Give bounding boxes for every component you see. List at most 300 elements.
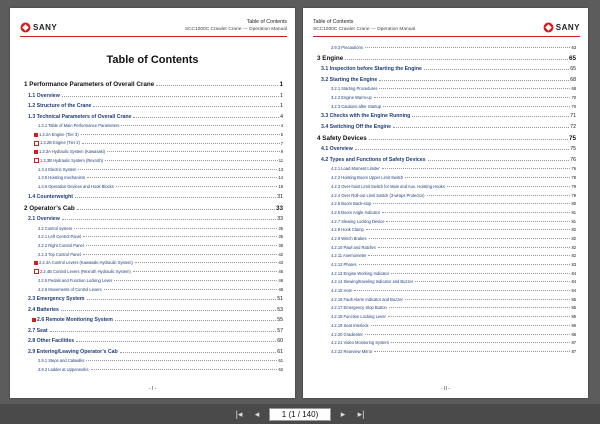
toc-entry-page: 68 xyxy=(571,86,576,92)
toc-entry-page: 86 xyxy=(571,331,576,337)
toc-entry[interactable] xyxy=(317,130,576,142)
dot-leader xyxy=(104,288,278,290)
toc-entry[interactable] xyxy=(24,154,283,163)
toc-entry-text: 2.8 Other Facilities xyxy=(28,338,75,344)
toc-entry[interactable] xyxy=(317,310,576,319)
toc-entry[interactable] xyxy=(317,163,576,172)
toc-entry[interactable] xyxy=(24,292,283,303)
toc-entry[interactable] xyxy=(24,283,283,292)
toc-entry-text: 2.9.1 Steps and Catwalks xyxy=(38,358,85,364)
toc-entry-label xyxy=(38,123,119,128)
toc-entry-label xyxy=(34,149,105,154)
toc-entry[interactable] xyxy=(24,265,283,274)
toc-entry-label xyxy=(28,307,59,313)
dot-leader xyxy=(373,202,570,204)
toc-entry-label xyxy=(38,167,76,172)
toc-entry-text: 2.1 Overview xyxy=(28,216,60,222)
dot-leader xyxy=(382,167,571,169)
toc-entry-label xyxy=(321,157,426,163)
toc-entry-text: 2.2.3 Top Control Panel xyxy=(38,251,81,257)
toc-entry[interactable] xyxy=(24,172,283,181)
toc-entry[interactable] xyxy=(24,180,283,189)
toc-entry-page: 43 xyxy=(278,260,283,266)
document-page-left xyxy=(10,8,295,398)
toc-entry-text: 1.3.3B Hydraulic System (Rexroth) xyxy=(40,157,104,163)
toc-entry-page: 81 xyxy=(571,218,576,224)
toc-entry-page: 53 xyxy=(277,306,283,313)
toc-entry-label xyxy=(321,146,353,152)
dot-leader xyxy=(75,196,276,198)
dot-leader xyxy=(374,96,571,98)
toc-entry[interactable] xyxy=(317,72,576,83)
toc-entry[interactable] xyxy=(317,198,576,207)
dot-leader xyxy=(393,126,569,128)
toc-entry[interactable] xyxy=(317,284,576,293)
toc-entry[interactable] xyxy=(24,212,283,223)
dot-leader xyxy=(369,138,568,140)
toc-entry[interactable] xyxy=(24,231,283,240)
page-number: - I - xyxy=(148,386,157,392)
header-manual-name: SCC1000C Crawler Crane — Operation Manual xyxy=(313,27,416,32)
toc-entry[interactable] xyxy=(24,248,283,257)
toc-entry-label xyxy=(28,216,60,222)
revision-marker-icon xyxy=(34,269,39,274)
sany-logo xyxy=(20,22,57,33)
toc-entry-page: 84 xyxy=(571,270,576,276)
toc-entry[interactable] xyxy=(24,344,283,355)
header-manual-name: SCC1000C Crawler Crane — Operation Manual xyxy=(184,27,287,32)
toc-entry[interactable] xyxy=(317,83,576,92)
toc-entry-page: 72 xyxy=(570,123,576,130)
toc-entry-page: 82 xyxy=(571,235,576,241)
toc-entry[interactable] xyxy=(24,76,283,88)
document-page-right xyxy=(303,8,588,398)
toc-entry[interactable] xyxy=(317,62,576,73)
dot-leader xyxy=(388,315,571,317)
toc-entry-page: 38 xyxy=(278,243,283,249)
sany-logo xyxy=(543,22,580,33)
toc-list xyxy=(24,76,283,372)
toc-entry-label xyxy=(34,260,133,265)
dot-leader xyxy=(365,333,571,335)
dot-leader xyxy=(424,68,569,70)
toc-entry[interactable] xyxy=(317,293,576,302)
page-indicator[interactable]: 1 (1 / 140) xyxy=(269,408,331,421)
dot-leader xyxy=(447,185,571,187)
toc-entry-text: 4.2.5 Boom Back-stop xyxy=(331,201,372,207)
dot-leader xyxy=(82,142,280,144)
toc-entry-text: 3 Engine xyxy=(317,54,344,62)
dot-leader xyxy=(415,280,570,282)
header-doc-title: Table of Contents xyxy=(313,19,354,25)
toc-entry[interactable] xyxy=(317,302,576,311)
toc-entry-text: 2.7 Seat xyxy=(28,327,48,334)
dot-leader xyxy=(121,124,279,126)
toc-entry[interactable] xyxy=(317,50,576,62)
toc-entry[interactable] xyxy=(317,91,576,100)
toc-entry-page: 65 xyxy=(568,54,576,62)
dot-leader xyxy=(107,150,280,152)
toc-entry-text: 3.1 Inspection before Starting the Engine xyxy=(321,66,422,73)
toc-entry-label xyxy=(28,194,73,200)
toc-entry-text: 2.2.5 Pedals and Function Locking Lever xyxy=(38,277,113,283)
toc-entry[interactable] xyxy=(24,257,283,266)
dot-leader xyxy=(61,309,276,311)
toc-entry[interactable] xyxy=(317,41,576,50)
toc-entry-page: 14 xyxy=(278,175,283,181)
brand-name: SANY xyxy=(33,23,58,32)
toc-entry[interactable] xyxy=(24,163,283,172)
toc-entry[interactable] xyxy=(24,334,283,345)
last-page-icon[interactable]: ▸| xyxy=(357,408,365,419)
toc-entry[interactable] xyxy=(24,363,283,372)
toc-entry-text: 1.1 Overview xyxy=(28,92,60,99)
toc-entry-page: 71 xyxy=(570,113,576,120)
toc-entry[interactable] xyxy=(317,267,576,276)
toc-entry[interactable] xyxy=(317,171,576,180)
toc-entry-page: 82 xyxy=(571,227,576,233)
toc-entry-label xyxy=(331,271,389,276)
toc-entry-page: 85 xyxy=(571,296,576,302)
toc-entry-label xyxy=(38,287,102,292)
toc-entry-page: 13 xyxy=(278,166,283,172)
toc-entry-text: 4.2.2 Hoisting Boom Upper Limit Switch xyxy=(331,175,404,181)
dot-leader xyxy=(354,289,570,291)
dot-leader xyxy=(382,211,570,213)
dot-leader xyxy=(50,330,277,332)
toc-entry-label xyxy=(28,328,48,334)
dot-leader xyxy=(91,368,278,370)
toc-entry-page: 33 xyxy=(277,216,283,222)
toc-entry-text: 2.2.4B Control Levers (Rexroth Hydraulic System) xyxy=(40,268,131,274)
toc-entry-page: 5 xyxy=(280,131,283,137)
toc-entry[interactable] xyxy=(24,274,283,283)
toc-entry-page: 60 xyxy=(277,338,283,344)
header-text xyxy=(185,19,287,33)
toc-entry-text: 1.3 Technical Parameters of Overall Crane xyxy=(28,113,132,120)
toc-entry[interactable] xyxy=(24,99,283,110)
dot-leader xyxy=(355,148,569,150)
toc-entry-text: 4.2.14 Slewing/traveling Indicator and Buzzer xyxy=(331,279,414,285)
toc-entry-label xyxy=(331,245,376,250)
toc-entry-label xyxy=(28,349,118,355)
prev-page-icon[interactable]: ◂ xyxy=(254,408,260,419)
toc-entry-text: 4 Safety Devices xyxy=(317,134,367,142)
dot-leader xyxy=(405,298,571,300)
toc-entry-page: 63 xyxy=(571,44,576,50)
toc-entry-text: 4.2.3 Over-hoist Limit Switch for Main and Aux. Hoisting Hooks xyxy=(331,183,445,189)
toc-entry-label xyxy=(38,175,85,180)
toc-entry-text: 2.2 Control system xyxy=(38,225,73,231)
toc-entry-label xyxy=(38,184,114,189)
dot-leader xyxy=(405,176,570,178)
dot-leader xyxy=(87,298,277,300)
dot-leader xyxy=(386,220,570,222)
toc-entry-label xyxy=(331,253,366,258)
toc-entry-label xyxy=(38,278,112,283)
toc-entry-page: 57 xyxy=(277,327,283,334)
toc-entry[interactable] xyxy=(317,224,576,233)
revision-marker-icon xyxy=(34,150,38,154)
dot-leader xyxy=(389,306,571,308)
dot-leader xyxy=(93,105,279,107)
toc-entry[interactable] xyxy=(24,239,283,248)
dot-leader xyxy=(412,115,569,117)
dot-leader xyxy=(156,84,278,86)
toc-entry-page: 68 xyxy=(570,76,576,83)
toc-entry[interactable] xyxy=(317,142,576,153)
page-header xyxy=(313,14,580,37)
toc-entry[interactable] xyxy=(317,337,576,346)
toc-entry-page: 1 xyxy=(280,103,283,109)
toc-entry-text: 4.2.12 Phares xyxy=(331,262,357,267)
toc-entry-page: 42 xyxy=(278,251,283,257)
toc-entry-label xyxy=(34,140,80,145)
dot-leader xyxy=(62,95,279,97)
toc-list xyxy=(317,41,576,354)
toc-entry-text: 2.2.4A Control Levers (Kawasaki Hydraulic System) xyxy=(39,260,133,266)
dot-leader xyxy=(78,168,277,170)
toc-entry-text: 4.2.6 Boom Angle Indicator xyxy=(331,209,381,215)
toc-entry-page: 61 xyxy=(277,348,283,355)
toc-entry-page: 87 xyxy=(571,340,576,346)
toc-entry-label xyxy=(317,55,343,62)
toc-entry[interactable] xyxy=(317,328,576,337)
toc-entry-label xyxy=(331,279,413,284)
toc-entry[interactable] xyxy=(24,189,283,200)
dot-leader xyxy=(428,159,570,161)
toc-entry-text: 4.1 Overview xyxy=(321,146,353,153)
toc-entry-text: 1.3.5 Hoisting mechanism xyxy=(38,175,86,181)
dot-leader xyxy=(116,185,278,187)
toc-entry[interactable] xyxy=(317,119,576,130)
toc-entry[interactable] xyxy=(317,109,576,120)
toc-entry-label xyxy=(331,349,372,354)
page-header xyxy=(20,14,287,37)
toc-entry-label xyxy=(331,95,372,100)
toc-entry-page: 55 xyxy=(277,317,283,323)
toc-entry-label xyxy=(24,81,154,88)
toc-entry-label xyxy=(317,135,367,142)
toc-entry-label xyxy=(38,234,81,239)
toc-entry[interactable] xyxy=(317,215,576,224)
toc-entry-page: 70 xyxy=(571,95,576,101)
toc-entry-text: 4.2.18 Function Locking Lever xyxy=(331,314,386,320)
toc-entry-page: 11 xyxy=(278,157,283,163)
revision-marker-icon xyxy=(34,141,39,146)
toc-entry-text: 3.4 Switching Off the Engine xyxy=(321,123,392,130)
toc-entry[interactable] xyxy=(24,313,283,324)
toc-entry-label xyxy=(331,45,363,50)
page-title: Table of Contents xyxy=(106,54,199,66)
toc-entry[interactable] xyxy=(317,258,576,267)
dot-leader xyxy=(365,46,571,48)
dot-leader xyxy=(378,246,571,248)
dot-leader xyxy=(371,324,571,326)
toc-entry-text: 4.2.13 Engine Working Indicator xyxy=(331,270,390,276)
revision-marker-icon xyxy=(34,158,39,163)
toc-entry-page: 81 xyxy=(571,209,576,215)
toc-entry-page: 4 xyxy=(280,113,283,120)
dot-leader xyxy=(359,263,571,265)
toc-entry-label xyxy=(321,66,422,72)
toc-entry-page: 86 xyxy=(571,322,576,328)
toc-entry-page: 51 xyxy=(277,296,283,302)
toc-entry-label xyxy=(321,124,391,130)
toc-entry-label xyxy=(331,104,381,109)
toc-entry-label xyxy=(331,332,363,337)
toc-entry-text: 4.2.10 Pawl and Ratchet xyxy=(331,244,376,250)
toc-entry[interactable] xyxy=(24,137,283,146)
dot-leader xyxy=(115,319,276,321)
toc-entry-text: 4.2.7 Slewing Locking Device xyxy=(331,218,385,224)
dot-leader xyxy=(86,359,277,361)
toc-entry-label xyxy=(34,269,131,274)
toc-entry-page: 33 xyxy=(275,204,283,212)
toc-entry-text: 4.2.4 Over Roll-out Limit Switch (3-wraps Protector) xyxy=(331,192,425,198)
dot-leader xyxy=(369,237,571,239)
toc-entry-page: 1 xyxy=(280,92,283,99)
toc-entry-text: 4.2.1 Load Moment Limiter xyxy=(331,166,380,172)
toc-entry-page: 82 xyxy=(571,244,576,250)
toc-entry-label xyxy=(38,243,84,248)
toc-entry[interactable] xyxy=(24,302,283,313)
toc-entry[interactable] xyxy=(317,100,576,109)
toc-entry-label xyxy=(331,175,403,180)
toc-entry[interactable] xyxy=(24,200,283,212)
sany-logo-icon xyxy=(20,22,31,33)
toc-entry[interactable] xyxy=(317,180,576,189)
toc-entry-page: 46 xyxy=(278,277,283,283)
toc-entry-text: 4.2 Types and Functions of Safety Devices xyxy=(321,156,426,163)
toc-entry-page: 31 xyxy=(277,193,283,200)
toc-entry[interactable] xyxy=(317,319,576,328)
toc-entry[interactable] xyxy=(24,120,283,129)
next-page-icon[interactable]: ▸ xyxy=(340,408,346,419)
toc-entry-page: 45 xyxy=(278,269,283,275)
toc-entry-text: 3.3 Checks with the Engine Running xyxy=(321,113,411,120)
toc-entry-label xyxy=(331,184,445,189)
toc-entry-page: 79 xyxy=(571,192,576,198)
revision-marker-icon xyxy=(32,318,36,322)
toc-entry-label xyxy=(321,113,410,119)
header-doc-title: Table of Contents xyxy=(246,19,287,25)
toc-entry[interactable] xyxy=(24,88,283,99)
toc-entry-page: 85 xyxy=(571,314,576,320)
toc-entry-text: 4.2.9 Winch Brakes xyxy=(331,235,367,241)
toc-entry-text: 3.2.3 Cautions after Startup xyxy=(331,103,382,109)
toc-entry-text: 2.9.2 Ladder at Upperworks xyxy=(38,366,89,372)
toc-entry-text: 1.2 Structure of the Crane xyxy=(28,103,92,109)
toc-entry-page: 35 xyxy=(278,234,283,240)
toc-entry-text: 1.3.4 Electric System xyxy=(38,166,77,172)
dot-leader xyxy=(374,350,570,352)
sany-logo-icon xyxy=(543,22,554,33)
toc-entry-text: 4.2.11 Anemometer xyxy=(331,253,367,259)
toc-entry[interactable] xyxy=(317,206,576,215)
first-page-icon[interactable]: |◂ xyxy=(235,408,243,419)
toc-entry-label xyxy=(331,262,357,267)
toc-entry-text: 4.2.8 Hook Clamp xyxy=(331,227,364,233)
toc-entry[interactable] xyxy=(317,345,576,354)
toc-entry-label xyxy=(331,201,371,206)
toc-entry-text: 2.9.3 Precautions xyxy=(331,44,363,50)
toc-entry-text: 4.2.16 Fault Alarm Indicator and Buzzer xyxy=(331,296,403,302)
toc-entry-page: 87 xyxy=(571,348,576,354)
dot-leader xyxy=(368,254,570,256)
toc-entry[interactable] xyxy=(317,232,576,241)
dot-leader xyxy=(83,235,277,237)
toc-entry[interactable] xyxy=(24,146,283,155)
dot-leader xyxy=(81,133,280,135)
toc-entry-label xyxy=(38,367,89,372)
toc-entry[interactable] xyxy=(24,109,283,120)
toc-entry-label xyxy=(331,193,425,198)
toc-entry-label xyxy=(34,158,103,163)
toc-entry-text: 3.2.2 Engine Warm-up xyxy=(331,95,372,101)
toc-entry-page: 76 xyxy=(570,156,576,163)
toc-entry[interactable] xyxy=(24,128,283,137)
toc-entry-text: 4.2.19 Seat Interlock xyxy=(331,322,369,328)
toc-entry[interactable] xyxy=(317,152,576,163)
toc-entry-text: 2.3 Emergency System xyxy=(28,296,85,302)
dot-leader xyxy=(133,116,279,118)
toc-entry-label xyxy=(331,323,369,328)
toc-entry-text: 1.3.2A Engine (Tier 3) xyxy=(39,131,79,137)
toc-entry-page: 75 xyxy=(570,146,576,153)
dot-leader xyxy=(86,244,278,246)
toc-entry-text: 2.2.6 Movements of Control Levers xyxy=(38,286,102,292)
dot-leader xyxy=(120,351,277,353)
dot-leader xyxy=(383,105,570,107)
toc-entry-text: 1.4 Counterweight xyxy=(28,193,73,200)
toc-entry[interactable] xyxy=(317,241,576,250)
toc-entry-text: 1 Performance Parameters of Overall Crane xyxy=(24,81,155,88)
toc-entry-text: 4.2.22 Rearview Mirror xyxy=(331,348,373,354)
brand-name: SANY xyxy=(555,23,580,32)
toc-entry[interactable] xyxy=(317,276,576,285)
toc-entry-page: 85 xyxy=(571,305,576,311)
toc-entry-page: 70 xyxy=(571,103,576,109)
toc-entry-text: 2 Operator’s Cab xyxy=(24,204,75,212)
toc-entry-page: 84 xyxy=(571,279,576,285)
toc-entry-label xyxy=(32,317,113,323)
toc-entry-label xyxy=(331,210,380,215)
dot-leader xyxy=(74,227,277,229)
toc-entry[interactable] xyxy=(24,323,283,334)
toc-entry-page: 80 xyxy=(571,201,576,207)
page-number: - II - xyxy=(441,386,450,392)
toc-entry[interactable] xyxy=(24,222,283,231)
toc-entry-label xyxy=(28,103,91,109)
toc-entry-text: 4.2.21 Video Monitoring System xyxy=(331,340,389,346)
toc-entry-page: 83 xyxy=(571,262,576,267)
toc-entry-label xyxy=(331,340,389,345)
toc-entry-page: 1 xyxy=(279,81,283,88)
dot-leader xyxy=(391,272,570,274)
toc-entry-label xyxy=(331,288,352,293)
dot-leader xyxy=(62,218,276,220)
toc-entry-page: 84 xyxy=(571,288,576,294)
toc-entry[interactable] xyxy=(317,189,576,198)
toc-entry-page: 65 xyxy=(570,66,576,73)
toc-entry[interactable] xyxy=(24,355,283,364)
toc-entry-page: 75 xyxy=(568,134,576,142)
toc-entry-text: 4.2.17 Emergency Stop Button xyxy=(331,305,387,311)
toc-entry[interactable] xyxy=(317,250,576,259)
toc-entry-page: 79 xyxy=(571,183,576,189)
toc-entry-label xyxy=(331,86,377,91)
